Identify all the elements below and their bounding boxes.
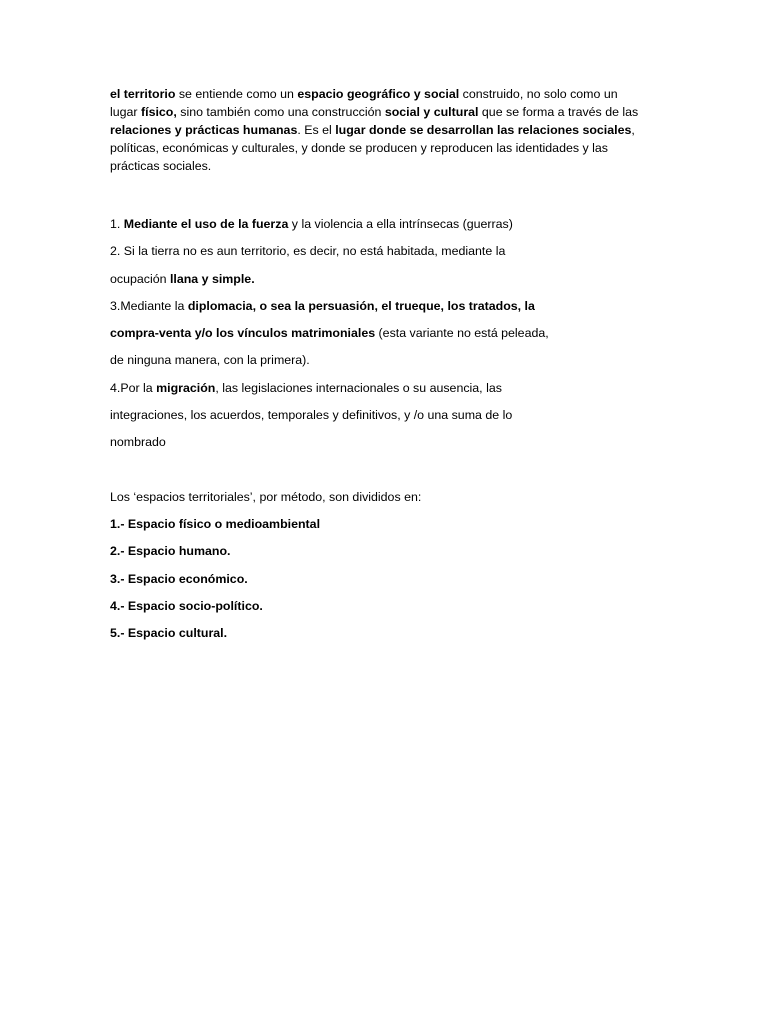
text-run: . Es el — [297, 123, 336, 137]
bold-text: espacio geográfico y social — [297, 87, 460, 101]
document-body — [110, 85, 670, 647]
text-run: políticas, económicas y culturales, y donde se producen y reproducen las identidades y las — [110, 141, 608, 155]
space-line — [110, 593, 670, 620]
space-line — [110, 566, 670, 593]
spaces-list — [110, 484, 670, 648]
intro-line — [110, 103, 670, 121]
bold-text: diplomacia, o sea la persuasión, el trueque, los tratados, la — [187, 298, 535, 313]
space-line — [110, 511, 670, 538]
intro-line — [110, 157, 670, 175]
method-line — [110, 429, 670, 456]
text-run: (esta variante no está peleada, — [375, 326, 549, 341]
text-run: lugar — [110, 105, 141, 119]
text-run: , las legislaciones internacionales o su ausencia, las — [215, 380, 502, 395]
method-line — [110, 266, 670, 293]
text-run: integraciones, los acuerdos, temporales y definitivos, y /o una suma de lo — [110, 408, 513, 423]
intro-line — [110, 85, 670, 103]
bold-text: Mediante el uso de la fuerza — [123, 217, 289, 231]
text-run: construido, no solo como un — [459, 87, 618, 101]
text-run: de ninguna manera, con la primera). — [110, 353, 310, 368]
text-run: 1. — [110, 217, 124, 231]
text-run: prácticas sociales. — [110, 159, 212, 173]
text-run: 2. Si la tierra no es aun territorio, es decir, no está habitada, mediante la — [110, 244, 506, 259]
bold-text: compra-venta y/o los vínculos matrimoniales — [110, 326, 376, 341]
paragraph-spacer — [110, 457, 670, 484]
bold-text: 3.- Espacio económico. — [110, 571, 248, 586]
bold-text: migración — [156, 380, 216, 395]
bold-text: 2.- Espacio humano. — [110, 544, 231, 559]
bold-text: físico, — [141, 105, 177, 119]
paragraph-spacer — [110, 175, 670, 211]
bold-text: relaciones y prácticas humanas — [110, 123, 298, 137]
method-line — [110, 211, 670, 238]
text-run: 3.Mediante la — [110, 298, 188, 313]
method-line — [110, 375, 670, 402]
method-line — [110, 402, 670, 429]
bold-text: 1.- Espacio físico o medioambiental — [110, 516, 321, 531]
text-run: se entiende como un — [175, 87, 298, 101]
method-line — [110, 320, 670, 347]
text-run: , — [631, 123, 635, 137]
text-run: que se forma a través de las — [478, 105, 639, 119]
text-run: sino también como una construcción — [176, 105, 385, 119]
intro-paragraph — [110, 85, 670, 175]
text-run: ocupación — [110, 271, 170, 286]
method-line — [110, 238, 670, 265]
intro-line — [110, 139, 670, 157]
method-line — [110, 347, 670, 374]
bold-text: 5.- Espacio cultural. — [110, 626, 228, 641]
bold-text: el territorio — [110, 87, 176, 101]
text-run: y la violencia a ella intrínsecas (guerras) — [288, 217, 513, 231]
bold-text: lugar donde se desarrollan las relaciones sociales — [335, 123, 632, 137]
bold-text: llana y simple. — [169, 271, 255, 286]
methods-list — [110, 211, 670, 457]
bold-text: social y cultural — [384, 105, 479, 119]
intro-line — [110, 121, 670, 139]
method-line — [110, 293, 670, 320]
text-run: 4.Por la — [110, 380, 157, 395]
text-run: Los ‘espacios territoriales’, por método, son divididos en: — [110, 489, 422, 504]
text-run: nombrado — [110, 435, 166, 450]
bold-text: 4.- Espacio socio-político. — [110, 598, 263, 613]
space-line — [110, 484, 670, 511]
space-line — [110, 620, 670, 647]
space-line — [110, 538, 670, 565]
